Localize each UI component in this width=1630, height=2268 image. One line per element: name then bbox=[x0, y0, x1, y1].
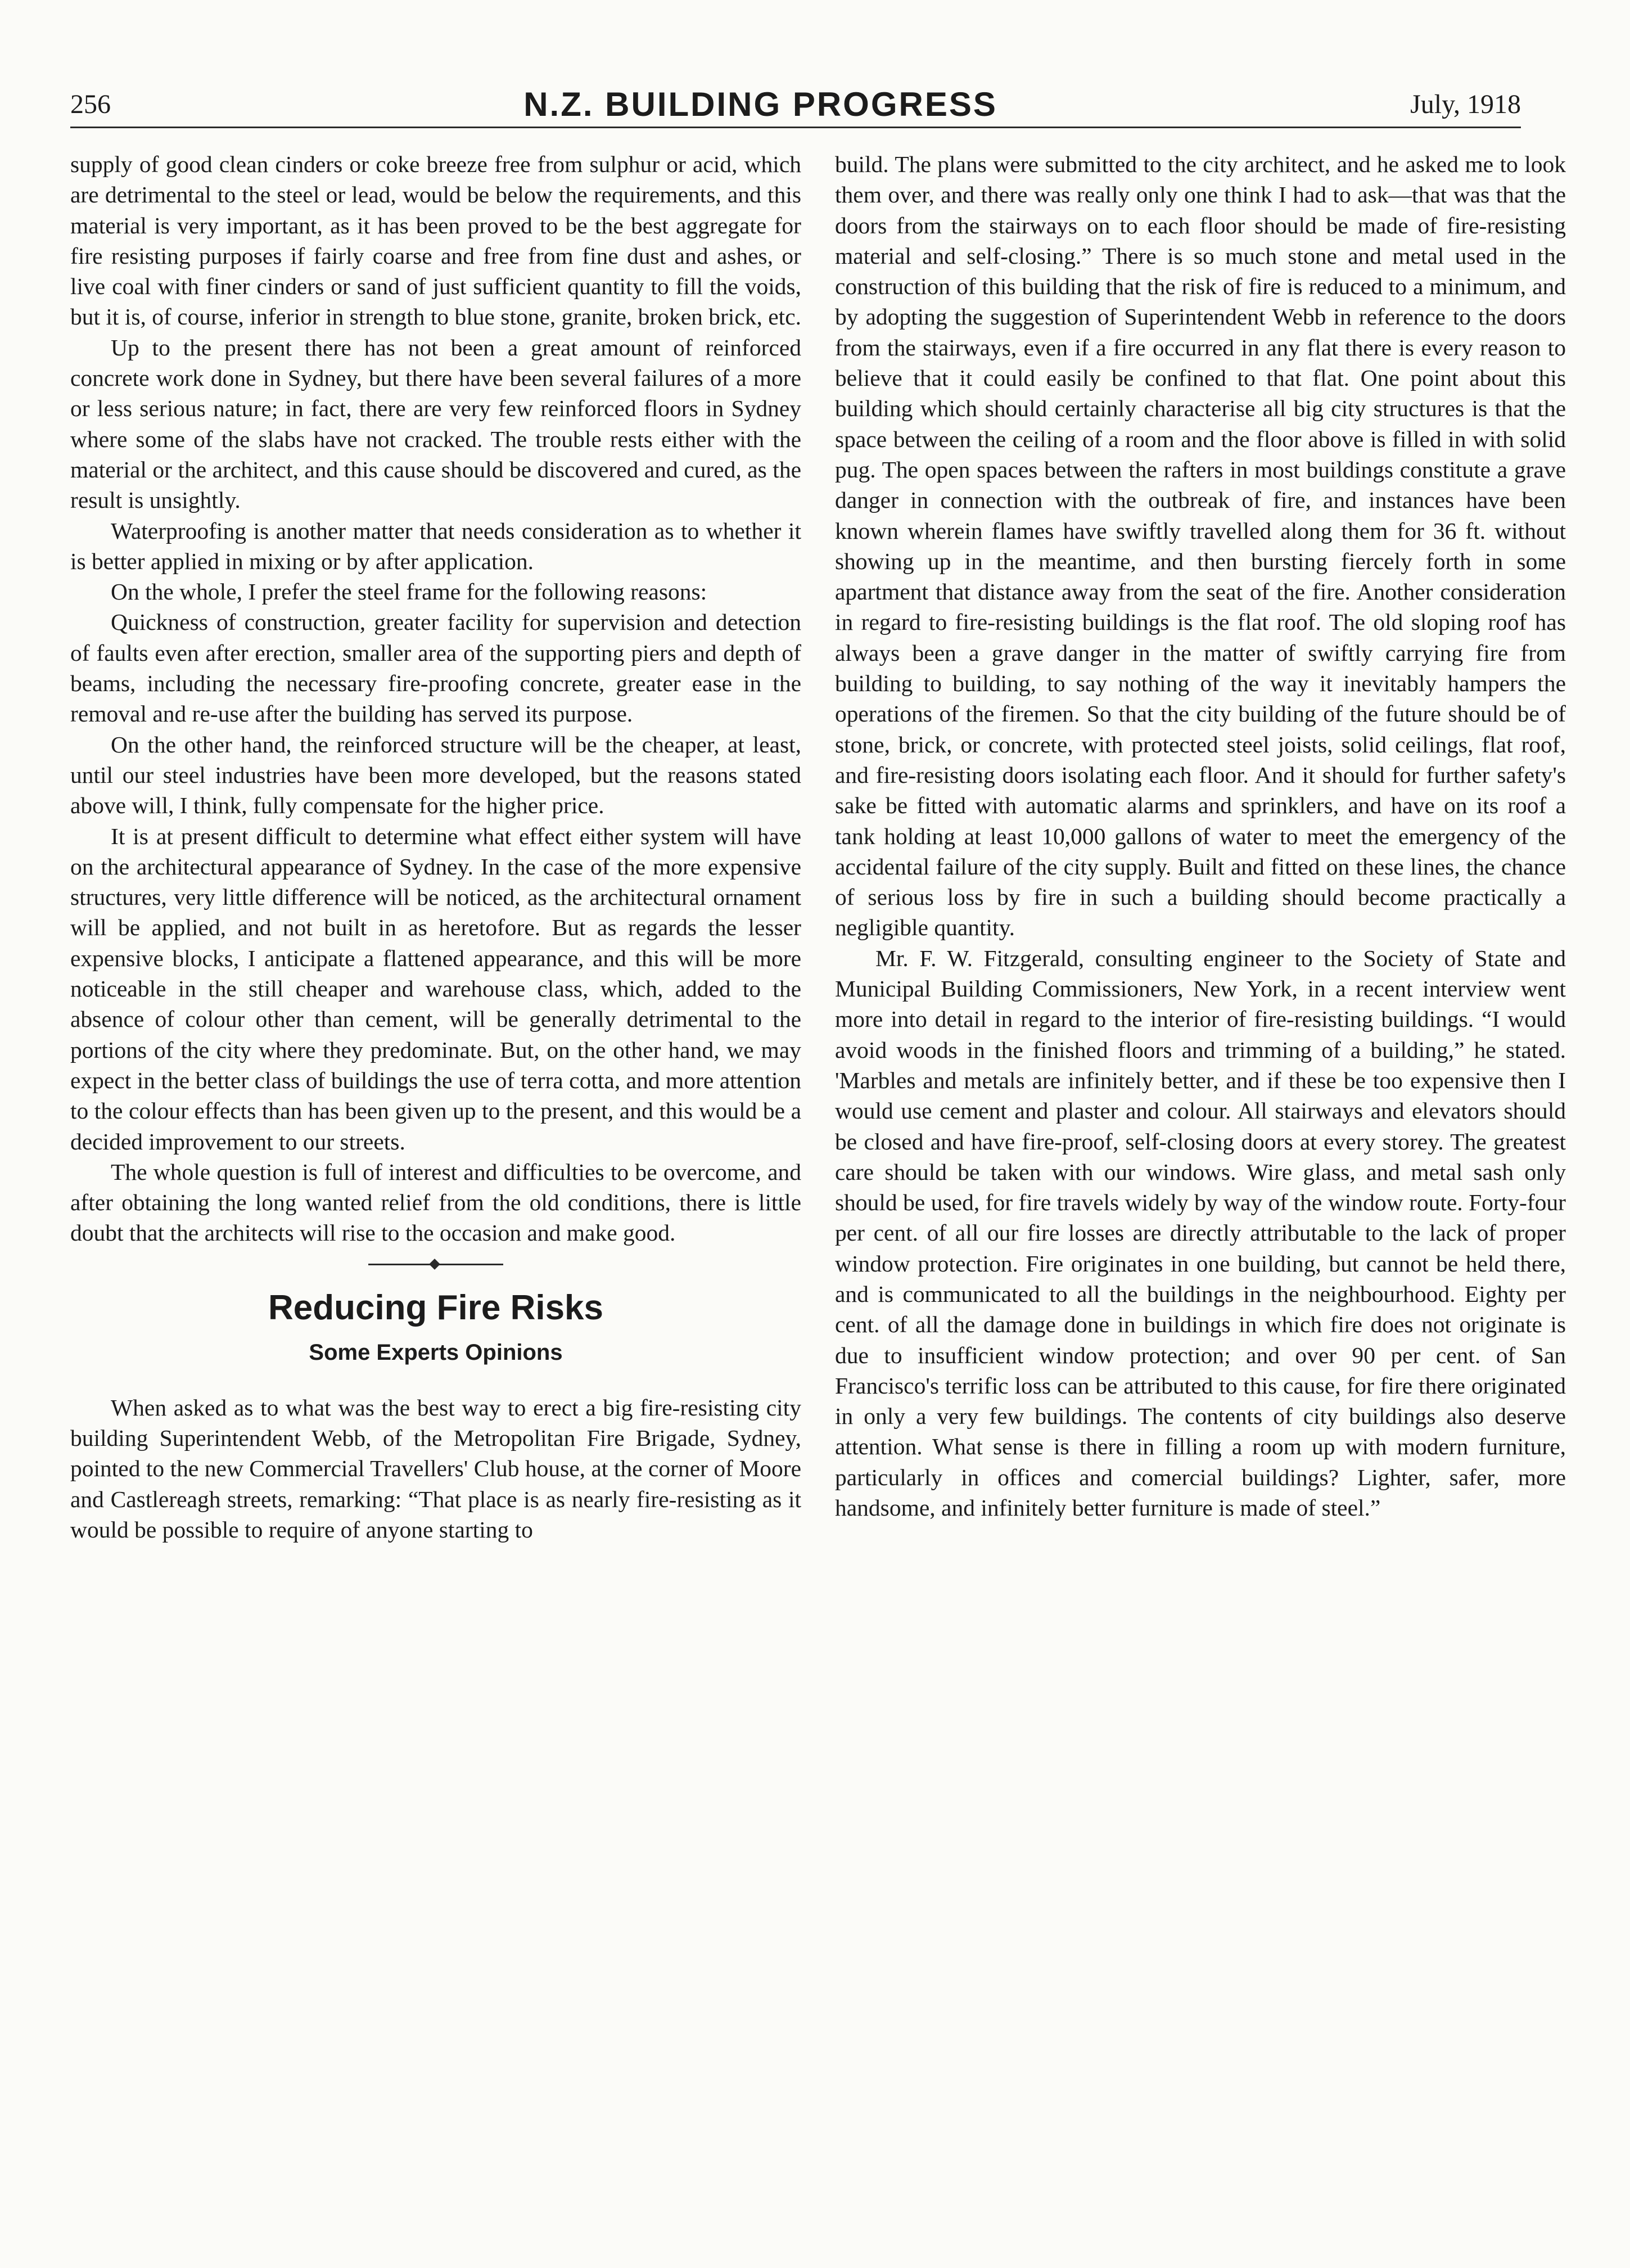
article-title: Reducing Fire Risks bbox=[268, 1288, 604, 1327]
paragraph: It is at present difficult to determine what effect either system will have on the architectural appearance of Sydney. In the case of the more expensive structures, very little difference will be noticed, as the architectural ornament will be applied, and not built in as heretofore. But as regards the lesser expensive blocks, I anticipate a flattened appearance, and this will be more noticeable in the still cheaper and warehouse class, which, added to the absence of colour other than cement, will be generally detrimental to the portions of the city where they predominate. But, on the other hand, we may expect in the better class of buildings the use of terra cotta, and more attention to the colour effects than has been given up to the present, and this would be a decided improvement to our streets. bbox=[70, 823, 801, 1155]
page-header bbox=[70, 82, 1521, 128]
paragraph: The whole question is full of interest and difficulties to be overcome, and after obtaining the long wanted relief from the old conditions, there is little doubt that the architects will rise to the occasion and make good. bbox=[70, 1158, 801, 1246]
article-subtitle: Some Experts Opinions bbox=[309, 1340, 563, 1365]
page-number: 256 bbox=[70, 89, 111, 119]
paragraph: Quickness of construction, greater facility for supervision and detection of faults even after erection, smaller area of the supporting piers and depth of beams, including the necessary fire-proofing concrete, greater ease in the removal and re-use after the building has served its purpose. bbox=[70, 609, 801, 727]
paragraph: Waterproofing is another matter that needs consideration as to whether it is better applied in mixing or by after application. bbox=[70, 517, 801, 574]
paragraph: Up to the present there has not been a great amount of reinforced concrete work done in Sydney, but there have been several failures of a more or less serious nature; in fact, there are very few reinforced floors in Sydney where some of the slabs have not cracked. The trouble rests either with the material or the architect, and this cause should be discovered and cured, as the result is unsightly. bbox=[70, 334, 801, 513]
divider-ornament bbox=[429, 1259, 440, 1270]
paragraph: supply of good clean cinders or coke breeze free from sulphur or acid, which are detrimental to the steel or lead, would be below the requirements, and this material is very important, as it has been proved to be the best aggregate for fire resisting purposes if fairly coarse and free from fine dust and ashes, or live coal with finer cinders or sand of just sufficient quantity to fill the voids, but it is, of course, inferior in strength to blue stone, granite, broken brick, etc. bbox=[70, 151, 801, 330]
paragraph: On the other hand, the reinforced structure will be the cheaper, at least, until our steel industries have been more developed, but the reasons stated above will, I think, fully compensate for the higher price. bbox=[70, 731, 801, 819]
publication-title: N.Z. BUILDING PROGRESS bbox=[523, 85, 997, 123]
issue-date: July, 1918 bbox=[1410, 89, 1521, 119]
paragraph: When asked as to what was the best way to erect a big fire-resisting city building Superintendent Webb, of the Metropolitan Fire Brigade, Sydney, pointed to the new Commercial Travellers' Club house, at the corner of Moore and Castlereagh streets, remarking: “That place is as nearly fire-resisting as it would be possible to require of anyone starting to bbox=[70, 1394, 801, 1543]
left-column bbox=[70, 149, 801, 1545]
section-divider bbox=[70, 1259, 801, 1270]
paragraph: Mr. F. W. Fitzgerald, consulting engineer to the Society of State and Municipal Building Commissioners, New York, in a recent interview went more into detail in regard to the interior of fire-resisting buildings. “I would avoid woods in the finished floors and trimming of a building,” he stated. 'Marbles and metals are infinitely better, and if these be too expensive then I would use cement and plaster and colour. All stairways and elevators should be closed and have fire-proof, self-closing doors at every storey. The greatest care should be taken with our windows. Wire glass, and metal sash only should be used, for fire travels widely by way of the window route. Forty-four per cent. of all our fire losses are directly attributable to the lack of proper window protection. Fire originates in one building, but cannot be held there, and is communicated to all the buildings in the neighbourhood. Eighty per cent. of all the damage done in buildings in which fire does not originate is due to insufficient window protection; and over 90 per cent. of San Francisco's terrific loss can be attributed to this cause, for fire there originated in only a very few buildings. The contents of city buildings also deserve attention. What sense is there in filling a room up with modern furniture, particularly in offices and comercial buildings? Lighter, safer, more handsome, and infinitely better furniture is made of steel.” bbox=[835, 945, 1566, 1521]
right-column bbox=[835, 149, 1566, 1523]
paragraph: build. The plans were submitted to the city architect, and he asked me to look them over, and there was really only one think I had to ask—that was that the doors from the stairways on to each floor should be made of fire-resisting material and self-closing.” There is so much stone and metal used in the construction of this building that the risk of fire is reduced to a minimum, and by adopting the suggestion of Superintendent Webb in reference to the doors from the stairways, even if a fire occurred in any flat there is every reason to believe that it could easily be confined to that flat. One point about this building which should certainly characterise all big city structures is that the space between the ceiling of a room and the floor above is filled in with solid pug. The open spaces between the rafters in most buildings constitute a grave danger in connection with the outbreak of fire, and instances have been known wherein flames have swiftly travelled along them for 36 ft. without showing up in the meantime, and then bursting fiercely forth in some apartment that distance away from the seat of the fire. Another consideration in regard to fire-resisting buildings is the flat roof. The old sloping roof has always been a grave danger in the matter of swiftly carrying fire from building to building, to say nothing of the way it inevitably hampers the operations of the firemen. So that the city building of the future should be of stone, brick, or concrete, with protected steel joists, solid ceilings, flat roof, and fire-resisting doors isolating each floor. And it should for further safety's sake be fitted with automatic alarms and sprinklers, and have on its roof a tank holding at least 10,000 gallons of water to meet the emergency of the accidental failure of the city supply. Built and fitted on these lines, the chance of serious loss by fire in such a building should become practically a negligible quantity. bbox=[835, 151, 1566, 941]
paragraph: On the whole, I prefer the steel frame for the following reasons: bbox=[111, 579, 707, 605]
